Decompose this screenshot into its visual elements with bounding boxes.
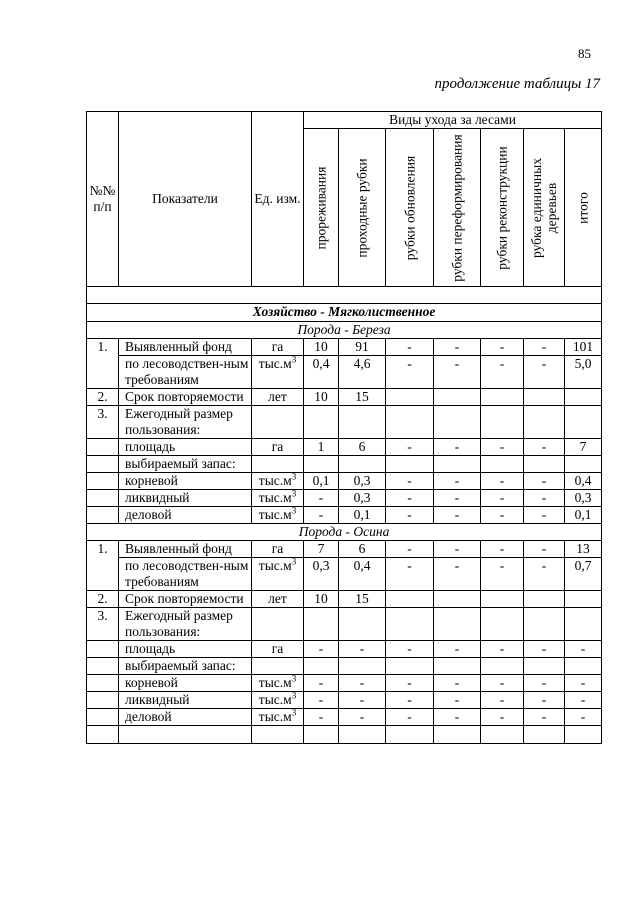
value-cell: - xyxy=(434,541,481,558)
row-label: ликвидный xyxy=(119,490,252,507)
row-number xyxy=(87,507,119,524)
row-number xyxy=(87,641,119,658)
value-cell: 0,1 xyxy=(565,507,602,524)
unit-superscript: 3 xyxy=(291,355,297,365)
value-cell: - xyxy=(386,439,434,456)
header-column-label: рубки реконструкции xyxy=(494,145,510,270)
value-cell: - xyxy=(524,558,565,591)
header-column-label: проходные рубки xyxy=(354,157,370,258)
value-cell: - xyxy=(434,356,481,389)
unit-superscript: 3 xyxy=(291,674,297,684)
unit-superscript: 3 xyxy=(291,506,297,516)
row-number xyxy=(87,439,119,456)
row-label: корневой xyxy=(119,675,252,692)
value-cell: - xyxy=(434,709,481,726)
table-row-empty xyxy=(87,726,602,744)
table-row xyxy=(87,641,602,658)
header-column-4 xyxy=(481,129,524,287)
value-cell: 6 xyxy=(339,541,386,558)
value-cell: - xyxy=(386,541,434,558)
value-cell xyxy=(386,658,434,675)
value-cell xyxy=(434,608,481,641)
value-cell: - xyxy=(339,641,386,658)
value-cell: - xyxy=(565,692,602,709)
value-cell xyxy=(304,608,339,641)
row-label: корневой xyxy=(119,473,252,490)
value-cell: 4,6 xyxy=(339,356,386,389)
header-column-label: рубки переформирования xyxy=(449,133,465,282)
unit-text: лет xyxy=(268,389,287,404)
value-cell xyxy=(434,406,481,439)
value-cell: - xyxy=(481,490,524,507)
value-cell xyxy=(481,456,524,473)
unit-text: тыс.м xyxy=(258,473,292,488)
unit-cell xyxy=(252,608,304,641)
value-cell xyxy=(524,456,565,473)
row-number xyxy=(87,490,119,507)
value-cell: - xyxy=(481,356,524,389)
value-cell: - xyxy=(434,675,481,692)
value-cell: 7 xyxy=(565,439,602,456)
value-cell: - xyxy=(304,507,339,524)
unit-cell xyxy=(252,692,304,709)
value-cell: - xyxy=(481,507,524,524)
unit-text: га xyxy=(271,541,284,556)
table-row xyxy=(87,692,602,709)
spacer-row xyxy=(87,287,602,304)
value-cell: 6 xyxy=(339,439,386,456)
unit-text: тыс.м xyxy=(258,692,292,707)
header-unit: Ед. изм. xyxy=(252,112,304,287)
value-cell: - xyxy=(386,692,434,709)
row-number xyxy=(87,658,119,675)
value-cell: 0,4 xyxy=(339,558,386,591)
value-cell: - xyxy=(339,692,386,709)
value-cell: - xyxy=(304,490,339,507)
value-cell: 91 xyxy=(339,339,386,356)
table-caption: продолжение таблицы 17 xyxy=(434,76,600,92)
empty-cell xyxy=(524,726,565,744)
value-cell xyxy=(339,608,386,641)
value-cell: - xyxy=(481,692,524,709)
value-cell xyxy=(524,591,565,608)
header-column-2 xyxy=(386,129,434,287)
value-cell xyxy=(386,406,434,439)
value-cell: - xyxy=(481,339,524,356)
value-cell xyxy=(386,591,434,608)
value-cell: - xyxy=(524,675,565,692)
table-row xyxy=(87,456,602,473)
empty-cell xyxy=(481,726,524,744)
row-number xyxy=(87,473,119,490)
value-cell xyxy=(434,658,481,675)
value-cell xyxy=(339,456,386,473)
value-cell: - xyxy=(524,507,565,524)
value-cell: - xyxy=(481,675,524,692)
empty-cell xyxy=(565,726,602,744)
value-cell: 15 xyxy=(339,389,386,406)
unit-text: га xyxy=(271,339,284,354)
value-cell xyxy=(565,591,602,608)
table-row xyxy=(87,709,602,726)
table-row xyxy=(87,473,602,490)
value-cell: - xyxy=(434,692,481,709)
empty-cell xyxy=(339,726,386,744)
header-column-5 xyxy=(524,129,565,287)
value-cell: - xyxy=(481,473,524,490)
row-number xyxy=(87,709,119,726)
value-cell xyxy=(386,456,434,473)
unit-cell xyxy=(252,439,304,456)
unit-cell xyxy=(252,507,304,524)
table-row xyxy=(87,507,602,524)
empty-cell xyxy=(304,726,339,744)
table-row xyxy=(87,439,602,456)
value-cell: 0,1 xyxy=(339,507,386,524)
value-cell xyxy=(434,591,481,608)
value-cell: 1 xyxy=(304,439,339,456)
unit-cell xyxy=(252,558,304,591)
value-cell: 10 xyxy=(304,389,339,406)
value-cell: - xyxy=(434,339,481,356)
row-number xyxy=(87,675,119,692)
value-cell: - xyxy=(434,473,481,490)
data-table xyxy=(86,111,602,744)
value-cell: - xyxy=(339,675,386,692)
unit-text: га xyxy=(271,641,284,656)
empty-cell xyxy=(386,726,434,744)
unit-cell xyxy=(252,709,304,726)
header-column-3 xyxy=(434,129,481,287)
value-cell: - xyxy=(481,439,524,456)
value-cell: 15 xyxy=(339,591,386,608)
row-number xyxy=(87,692,119,709)
unit-text: тыс.м xyxy=(258,558,292,573)
header-column-label: рубки обновления xyxy=(402,155,417,260)
header-column-1 xyxy=(339,129,386,287)
header-column-0 xyxy=(304,129,339,287)
empty-cell xyxy=(87,726,119,744)
value-cell xyxy=(481,389,524,406)
header-column-label: рубка единичных деревьев xyxy=(529,157,559,258)
value-cell: - xyxy=(304,709,339,726)
section-title: Хозяйство - Мягколиственное xyxy=(87,304,602,322)
poroda-title: Порода - Осина xyxy=(87,524,602,541)
value-cell xyxy=(481,406,524,439)
value-cell: - xyxy=(304,692,339,709)
table-row xyxy=(87,406,602,439)
poroda-title: Порода - Береза xyxy=(87,322,602,339)
value-cell: 0,3 xyxy=(565,490,602,507)
value-cell xyxy=(434,389,481,406)
value-cell xyxy=(524,658,565,675)
row-number: 3. xyxy=(87,406,119,439)
value-cell: - xyxy=(524,439,565,456)
row-label: Ежегодный размер пользования: xyxy=(119,608,252,641)
value-cell: - xyxy=(386,473,434,490)
row-number: 1. xyxy=(87,541,119,591)
table-row xyxy=(87,558,602,591)
value-cell: - xyxy=(524,339,565,356)
value-cell: 0,3 xyxy=(304,558,339,591)
row-number: 2. xyxy=(87,389,119,406)
value-cell xyxy=(565,608,602,641)
value-cell: - xyxy=(386,709,434,726)
value-cell: 13 xyxy=(565,541,602,558)
unit-text: тыс.м xyxy=(258,356,292,371)
unit-cell xyxy=(252,406,304,439)
value-cell xyxy=(481,658,524,675)
unit-superscript: 3 xyxy=(291,708,297,718)
row-number: 3. xyxy=(87,608,119,641)
value-cell: - xyxy=(524,541,565,558)
unit-cell xyxy=(252,641,304,658)
poroda-row xyxy=(87,322,602,339)
row-label: площадь xyxy=(119,641,252,658)
value-cell xyxy=(304,456,339,473)
value-cell: - xyxy=(386,356,434,389)
table-row xyxy=(87,389,602,406)
unit-text: тыс.м xyxy=(258,709,292,724)
row-label: Ежегодный размер пользования: xyxy=(119,406,252,439)
row-label: ликвидный xyxy=(119,692,252,709)
unit-text: тыс.м xyxy=(258,490,292,505)
value-cell xyxy=(565,406,602,439)
table-row xyxy=(87,541,602,558)
unit-cell xyxy=(252,490,304,507)
value-cell: - xyxy=(524,641,565,658)
value-cell: 101 xyxy=(565,339,602,356)
unit-text: лет xyxy=(268,591,287,606)
unit-text: тыс.м xyxy=(258,675,292,690)
value-cell: - xyxy=(434,558,481,591)
header-column-label: прореживания xyxy=(313,166,329,249)
table-row xyxy=(87,490,602,507)
value-cell xyxy=(339,658,386,675)
value-cell: 0,3 xyxy=(339,490,386,507)
value-cell xyxy=(434,456,481,473)
value-cell: 7 xyxy=(304,541,339,558)
unit-cell xyxy=(252,456,304,473)
header-column-6 xyxy=(565,129,602,287)
value-cell xyxy=(524,608,565,641)
value-cell: - xyxy=(524,709,565,726)
unit-superscript: 3 xyxy=(291,691,297,701)
value-cell xyxy=(565,389,602,406)
row-label: по лесоводствен-ным требованиям xyxy=(119,356,252,389)
value-cell xyxy=(565,456,602,473)
value-cell: 0,1 xyxy=(304,473,339,490)
value-cell xyxy=(565,658,602,675)
value-cell xyxy=(386,389,434,406)
value-cell: - xyxy=(524,473,565,490)
unit-text: га xyxy=(271,439,284,454)
value-cell xyxy=(304,406,339,439)
value-cell: - xyxy=(565,709,602,726)
row-label: выбираемый запас: xyxy=(119,658,252,675)
row-number: 2. xyxy=(87,591,119,608)
value-cell: 10 xyxy=(304,591,339,608)
value-cell: - xyxy=(434,439,481,456)
value-cell xyxy=(304,658,339,675)
value-cell: 0,3 xyxy=(339,473,386,490)
value-cell: - xyxy=(434,641,481,658)
unit-cell xyxy=(252,658,304,675)
value-cell xyxy=(386,608,434,641)
value-cell: - xyxy=(481,709,524,726)
value-cell: - xyxy=(434,507,481,524)
value-cell: 0,4 xyxy=(565,473,602,490)
value-cell: - xyxy=(386,507,434,524)
value-cell: - xyxy=(386,339,434,356)
value-cell: - xyxy=(481,641,524,658)
table-row xyxy=(87,658,602,675)
value-cell: - xyxy=(434,490,481,507)
header-num: №№ п/п xyxy=(87,112,119,287)
value-cell: - xyxy=(304,675,339,692)
unit-superscript: 3 xyxy=(291,557,297,567)
value-cell: - xyxy=(304,641,339,658)
value-cell xyxy=(481,608,524,641)
unit-cell xyxy=(252,541,304,558)
value-cell xyxy=(524,406,565,439)
table-row xyxy=(87,356,602,389)
value-cell: - xyxy=(386,490,434,507)
row-label: Срок повторяемости xyxy=(119,389,252,406)
row-label: деловой xyxy=(119,507,252,524)
value-cell xyxy=(524,389,565,406)
row-label: по лесоводствен-ным требованиям xyxy=(119,558,252,591)
value-cell: - xyxy=(339,709,386,726)
value-cell: 10 xyxy=(304,339,339,356)
row-number xyxy=(87,456,119,473)
value-cell: - xyxy=(565,641,602,658)
value-cell: - xyxy=(524,490,565,507)
value-cell: - xyxy=(481,558,524,591)
value-cell: 0,4 xyxy=(304,356,339,389)
value-cell: - xyxy=(481,541,524,558)
row-label: деловой xyxy=(119,709,252,726)
unit-cell xyxy=(252,675,304,692)
unit-cell xyxy=(252,473,304,490)
header-group: Виды ухода за лесами xyxy=(304,112,602,129)
unit-superscript: 3 xyxy=(291,489,297,499)
value-cell: 5,0 xyxy=(565,356,602,389)
empty-cell xyxy=(434,726,481,744)
value-cell: - xyxy=(386,641,434,658)
header-indicator: Показатели xyxy=(119,112,252,287)
row-number: 1. xyxy=(87,339,119,389)
unit-cell xyxy=(252,339,304,356)
value-cell xyxy=(481,591,524,608)
unit-superscript: 3 xyxy=(291,472,297,482)
unit-text: тыс.м xyxy=(258,507,292,522)
unit-cell xyxy=(252,389,304,406)
table-row xyxy=(87,591,602,608)
row-label: Срок повторяемости xyxy=(119,591,252,608)
value-cell: - xyxy=(565,675,602,692)
table-row xyxy=(87,608,602,641)
empty-cell xyxy=(119,726,252,744)
value-cell: - xyxy=(524,692,565,709)
unit-cell xyxy=(252,591,304,608)
table-row xyxy=(87,675,602,692)
row-label: Выявленный фонд xyxy=(119,541,252,558)
value-cell: - xyxy=(386,675,434,692)
empty-cell xyxy=(252,726,304,744)
value-cell xyxy=(339,406,386,439)
poroda-row xyxy=(87,524,602,541)
row-label: площадь xyxy=(119,439,252,456)
value-cell: 0,7 xyxy=(565,558,602,591)
table-row xyxy=(87,339,602,356)
row-label: Выявленный фонд xyxy=(119,339,252,356)
value-cell: - xyxy=(386,558,434,591)
unit-cell xyxy=(252,356,304,389)
header-column-label: итого xyxy=(575,191,591,224)
row-label: выбираемый запас: xyxy=(119,456,252,473)
page-number: 85 xyxy=(578,46,591,61)
value-cell: - xyxy=(524,356,565,389)
section-row xyxy=(87,304,602,322)
